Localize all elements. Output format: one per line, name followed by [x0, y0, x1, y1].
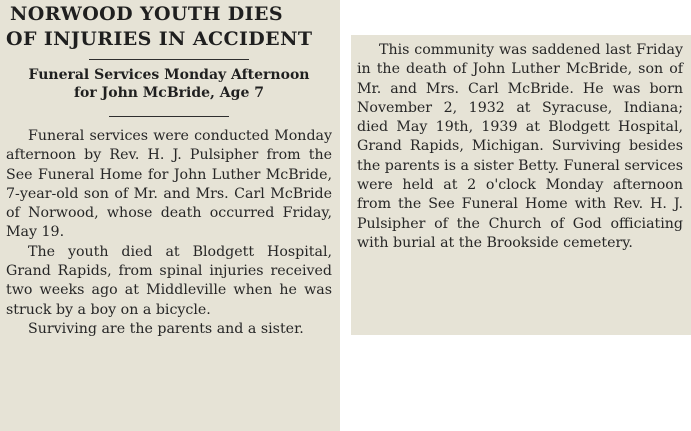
subheadline-line-2: for John McBride, Age 7: [74, 85, 264, 101]
subheadline: [6, 66, 332, 102]
subheadline-line-1: Funeral Services Monday Afternoon: [28, 67, 310, 83]
article-paragraph-2: The youth died at Blodgett Hospital, Grand Rapids, from spinal injuries received two weeks ago at Middleville when he was struck by a boy on a bicycle.: [6, 243, 332, 318]
article-paragraph-1: Funeral services were conducted Monday afternoon by Rev. H. J. Pulsipher from the See Funeral Home for John Luther McBride, 7-year-old son of Mr. and Mrs. Carl McBride of Norwood, whose death occurred Friday, May 19.: [6, 128, 332, 241]
subhead-divider: [109, 116, 229, 117]
headline: [6, 2, 332, 52]
headline-line-2: OF INJURIES IN ACCIDENT: [6, 28, 313, 50]
right-newspaper-clipping: [351, 35, 691, 335]
left-newspaper-clipping: [0, 0, 340, 431]
headline-line-1: NORWOOD YOUTH DIES: [10, 3, 283, 25]
headline-divider: [89, 59, 249, 60]
article-paragraph-3: Surviving are the parents and a sister.: [28, 320, 304, 337]
obituary-paragraph: This community was saddened last Friday in the death of John Luther McBride, son of Mr. and Mrs. Carl McBride. He was born November 2, 1932 at Syracuse, Indiana; died May 19th, 1939 at Blodgett Hospital, Grand Rapids, Michigan. Surviving besides the parents is a sister Betty. Funeral services were held at 2 o'clock Monday afternoon from the See Funeral Home with Rev. H. J. Pulsipher of the Church of God officiating with burial at the Brookside cemetery.: [357, 42, 683, 251]
